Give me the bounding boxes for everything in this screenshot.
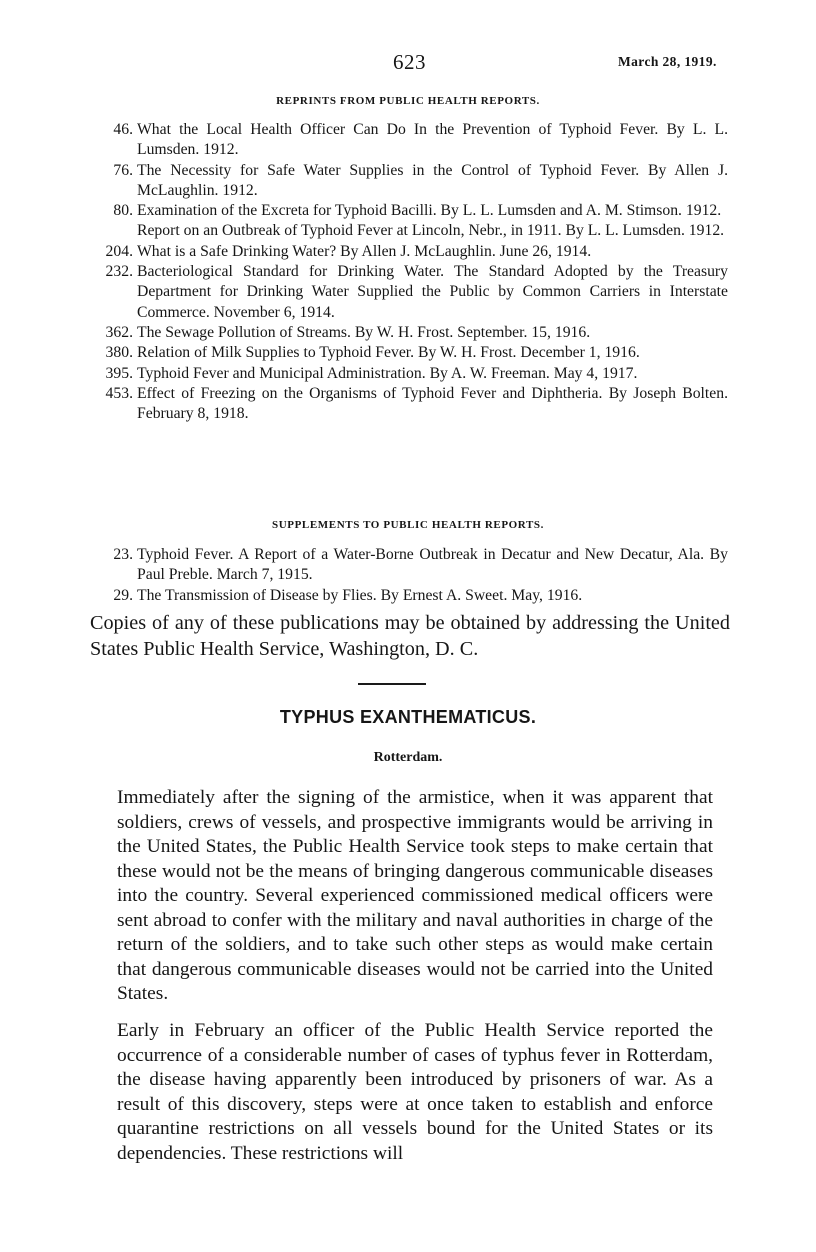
item-text: What the Local Health Officer Can Do In the Prevention of Typhoid Fever. By L. L. Lumsden. 1912. <box>137 121 728 159</box>
item-text: Relation of Milk Supplies to Typhoid Fever. By W. H. Frost. December 1, 1916. <box>137 344 640 362</box>
item-text: The Necessity for Safe Water Supplies in the Control of Typhoid Fever. By Allen J. McLaughlin. 1912. <box>137 161 728 199</box>
list-item <box>100 120 728 161</box>
item-text: Bacteriological Standard for Drinking Water. The Standard Adopted by the Treasury Department for Drinking Water Supplied the Public by Common Carriers in Interstate Commerce. November 6, 1914. <box>137 263 728 321</box>
item-number: 204. <box>105 242 133 260</box>
list-item <box>100 262 728 323</box>
item-number: 80. <box>113 202 133 220</box>
item-text: The Sewage Pollution of Streams. By W. H. Frost. September. 15, 1916. <box>137 323 591 341</box>
list-item <box>100 323 728 343</box>
article-place: Rotterdam. <box>373 750 443 765</box>
supplements-heading: SUPPLEMENTS TO PUBLIC HEALTH REPORTS. <box>272 519 544 531</box>
item-text: Report on an Outbreak of Typhoid Fever at Lincoln, Nebr., in 1911. By L. L. Lumsden. 1912. <box>137 222 725 240</box>
item-text: Examination of the Excreta for Typhoid Bacilli. By L. L. Lumsden and A. M. Stimson. 1912. <box>137 202 722 220</box>
item-number: 362. <box>105 323 133 341</box>
item-text: Typhoid Fever and Municipal Administration. By A. W. Freeman. May 4, 1917. <box>137 364 638 382</box>
item-number: 395. <box>105 364 133 382</box>
list-item <box>100 201 728 221</box>
page-number: 623 <box>393 50 426 74</box>
article-paragraph: Immediately after the signing of the armistice, when it was apparent that soldiers, crews of vessels, and prospective immigrants would be arriving in the United States, the Public Health Service took steps to make certain that these would not be the means of bringing dangerous communicable diseases into the country. Several experienced commissioned medical officers were sent abroad to confer with the military and naval authorities in charge of the return of the soldiers, and to take such other steps as would make certain that dangerous communicable diseases would not be carried into the United States. <box>117 787 713 1004</box>
item-text: Typhoid Fever. A Report of a Water-Borne Outbreak in Decatur and New Decatur, Ala. By Paul Preble. March 7, 1915. <box>137 546 728 584</box>
item-number: 380. <box>105 344 133 362</box>
article-title: TYPHUS EXANTHEMATICUS. <box>279 707 537 727</box>
item-number: 453. <box>105 384 133 402</box>
closing-note: Copies of any of these publications may be obtained by addressing the United States Public Health Service, Washington, D. C. <box>90 612 730 660</box>
item-number: 232. <box>105 263 133 281</box>
supplements-list <box>100 545 728 606</box>
item-number: 23. <box>113 546 133 563</box>
page-date: March 28, 1919. <box>618 54 717 69</box>
reprints-list <box>100 120 728 424</box>
article-paragraph: Early in February an officer of the Public Health Service reported the occurrence of a considerable number of cases of typhus fever in Rotterdam, the disease having apparently been introduced by prisoners of war. As a result of this discovery, steps were at once taken to establish and enforce quarantine restrictions on all vessels bound for the United States or its dependencies. These restrictions will <box>117 1020 713 1164</box>
list-item <box>100 242 728 262</box>
list-item <box>100 364 728 384</box>
list-item <box>100 545 728 586</box>
item-text: Effect of Freezing on the Organisms of Typhoid Fever and Diphtheria. By Joseph Bolten. February 8, 1918. <box>137 384 728 423</box>
section-divider <box>358 683 426 685</box>
item-number: 46. <box>113 121 133 138</box>
reprints-heading: REPRINTS FROM PUBLIC HEALTH REPORTS. <box>276 95 540 107</box>
item-number: 29. <box>113 586 133 604</box>
list-item <box>100 161 728 202</box>
list-item <box>100 586 728 606</box>
item-number: 76. <box>113 161 133 179</box>
item-text: The Transmission of Disease by Flies. By Ernest A. Sweet. May, 1916. <box>137 586 583 604</box>
list-item <box>100 343 728 363</box>
list-item <box>100 221 728 241</box>
item-text: What is a Safe Drinking Water? By Allen J. McLaughlin. June 26, 1914. <box>137 242 592 260</box>
list-item <box>100 384 728 425</box>
